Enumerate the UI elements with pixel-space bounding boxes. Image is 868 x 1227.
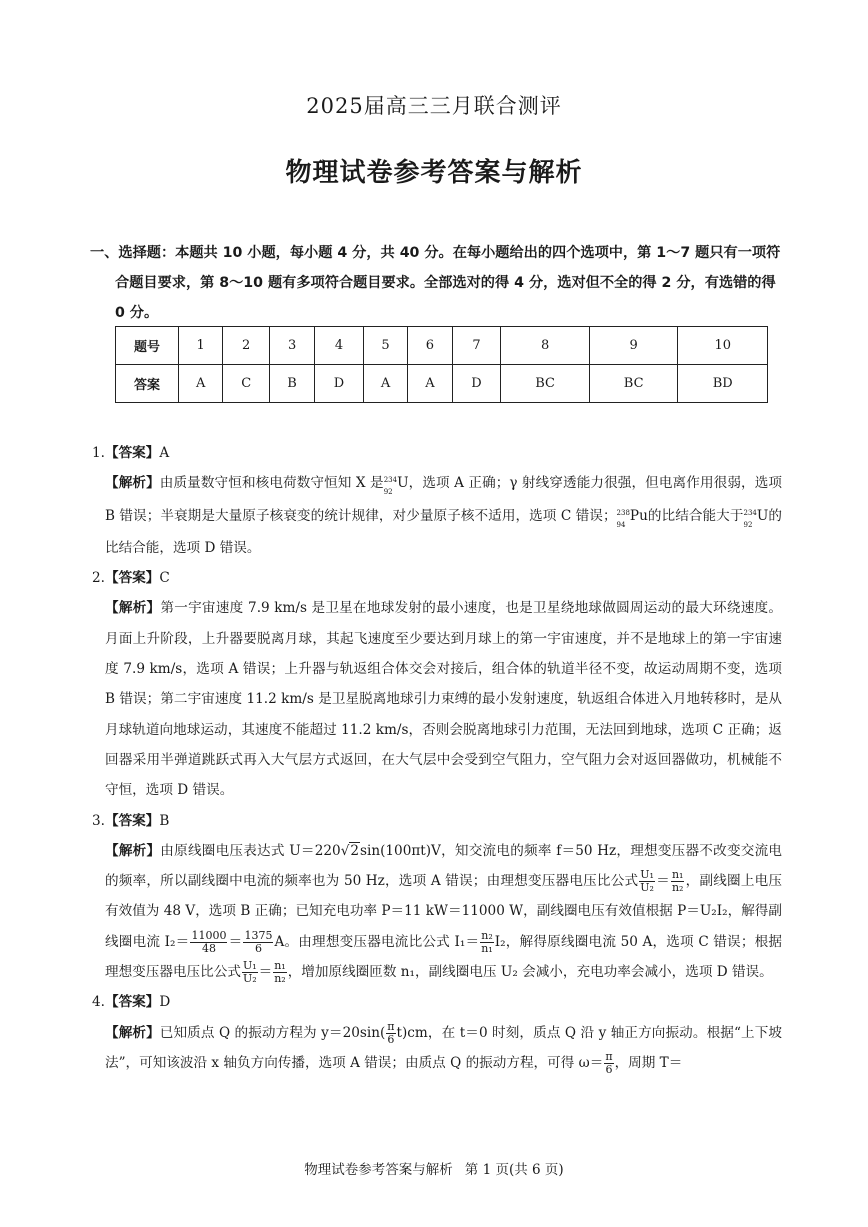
table-cell-number: 6 [408, 327, 452, 365]
q4-number: 4. [92, 994, 105, 1011]
q2-answer-value: C [159, 570, 170, 587]
fraction-numerator: n₁ [274, 959, 286, 973]
table-cell-answer: C [223, 365, 270, 403]
fraction-denominator: U₂ [640, 881, 654, 895]
fraction-denominator: n₂ [274, 972, 286, 986]
table-header-number: 题号 [116, 327, 179, 365]
fraction-denominator: 6 [387, 1032, 395, 1046]
q4-text-2: t)cm，在 t＝0 时刻，质点 Q 沿 y 轴正方向振动。根据“上下坡法”，可知该波沿 x 轴负方向传播，选项 A 错误；由质点 Q 的振动方程，可得 ω＝ [105, 1024, 782, 1071]
q1-analysis [92, 468, 782, 563]
q3-number: 3. [92, 812, 105, 829]
isotope-symbol: Pu [629, 507, 648, 524]
answer-table-row-answers [116, 365, 768, 403]
table-cell-answer: A [408, 365, 452, 403]
fraction-numerator: π [387, 1019, 395, 1033]
section-instructions-rest: 合题目要求，第 8～10 题有多项符合题目要求。全部选对的得 4 分，选对但不全的得 2 分，有选错的得 0 分。 [115, 275, 776, 321]
q1-isotope-pu238 [617, 501, 648, 533]
table-cell-answer: BD [678, 365, 768, 403]
fraction-numerator: U₁ [242, 959, 257, 973]
isotope-mass: 234 [383, 476, 398, 485]
isotope-symbol: U [756, 507, 769, 524]
q1-analysis-label: 【解析】 [105, 475, 160, 492]
q3-text-2: sin(100πt)V，知交流电的频率 f＝50 Hz，理想变压器不改变交流电的频率，所以副线圈中电流的频率也为 50 Hz，选项 A 错误；由理想变压器电压比公式 [105, 842, 782, 890]
q3-text-1: 由原线圈电压表达式 U＝220 [160, 842, 341, 859]
page-footer [0, 1158, 868, 1178]
table-cell-number: 2 [223, 327, 270, 365]
q1-isotope-u234 [384, 468, 409, 500]
fraction-u1-u2 [639, 869, 655, 894]
answer-table [115, 326, 768, 403]
q3-text-4: A。由理想变压器电流比公式 I₁＝ [274, 933, 480, 950]
table-cell-answer: D [452, 365, 501, 403]
fraction-1375-6 [243, 930, 273, 955]
table-cell-number: 7 [452, 327, 501, 365]
table-cell-number: 3 [270, 327, 315, 365]
fraction-numerator: π [605, 1049, 613, 1063]
answer-table-row-numbers [116, 327, 768, 365]
q4-answer-heading [92, 987, 782, 1017]
q1-text-4: 的比结合能，选项 D 错误。 [105, 507, 783, 556]
q3-text-6: ，增加原线圈匝数 n₁，副线圈电压 U₂ 会减小，充电功率会减小，选项 D 错误。 [287, 964, 773, 981]
fraction-denominator: n₂ [671, 881, 684, 895]
q3-answer-heading [92, 806, 782, 836]
sqrt-radicand: 2 [350, 842, 360, 859]
q1-text-2: ，选项 A 正确；γ 射线穿透能力很强，但电离作用很弱，选项 B 错误；半衰期是大量原子核衰变的统计规律，对少量原子核不适用，选项 C 错误； [105, 475, 783, 524]
fraction-pi-6 [386, 1021, 395, 1046]
fraction-denominator: 48 [201, 941, 216, 955]
fraction-pi-6-b [604, 1051, 613, 1076]
table-cell-answer: D [315, 365, 364, 403]
fraction-numerator: 1375 [244, 928, 273, 942]
isotope-mass: 234 [743, 508, 757, 517]
fraction-denominator: U₂ [242, 972, 257, 986]
q3-text-3: ，副线圈上电压有效值为 48 V，选项 B 正确；已知充电功率 P＝11 kW＝11000 W，副线圈电压有效值根据 P＝U₂I₂，解得副线圈电流 I₂＝ [105, 873, 783, 950]
q2-analysis-label: 【解析】 [105, 600, 161, 617]
document-title: 物理试卷参考答案与解析 [285, 158, 583, 188]
equals-sign: ＝ [655, 873, 670, 890]
fraction-n1-n2 [671, 869, 685, 894]
table-cell-answer: B [270, 365, 315, 403]
table-cell-answer: BC [589, 365, 678, 403]
q1-isotope-u234-b [744, 501, 769, 533]
fraction-numerator: n₁ [671, 868, 684, 882]
table-cell-number: 5 [363, 327, 407, 365]
q3-analysis [92, 836, 782, 987]
q4-analysis [92, 1018, 782, 1079]
q3-analysis-label: 【解析】 [105, 842, 161, 859]
q1-text-1: 由质量数守恒和核电荷数守恒知 X 是 [159, 475, 384, 492]
q4-text-1: 已知质点 Q 的振动方程为 y＝20sin( [159, 1024, 386, 1041]
isotope-symbol: U [397, 475, 409, 492]
fraction-numerator: U₁ [640, 868, 654, 882]
table-cell-answer: BC [501, 365, 590, 403]
fraction-11000-48 [190, 930, 227, 955]
section-instructions-line1: 一、选择题：本题共 10 小题，每小题 4 分，共 40 分。在每小题给出的四个选项中，第 1～7 题只有一项符 [90, 245, 781, 261]
table-cell-number: 8 [501, 327, 590, 365]
isotope-charge: 94 [616, 520, 626, 529]
fraction-denominator: 6 [605, 1062, 613, 1076]
table-cell-number: 1 [179, 327, 223, 365]
answers-body [92, 438, 782, 1078]
table-cell-answer: A [179, 365, 223, 403]
table-cell-number: 10 [678, 327, 768, 365]
equals-sign: ＝ [228, 933, 243, 950]
q2-text: 第一宇宙速度 7.9 km/s 是卫星在地球发射的最小速度，也是卫星绕地球做圆周运动的最大环绕速度。月面上升阶段，上升器要脱离月球，其起飞速度至少要达到月球上的第一宇宙速度，并不是地球上的第一宇宙速度 7.9 km/s，选项 A 错误；上升器与轨返组合体交会对接后，组合体的轨道半径不变，故运动周期不变，选项 B 错误；第二宇宙速度 11.2 km/s 是卫星脱离地球引力束缚的最小发射速度，轨返组合体进入月地转移时，是从月球轨道向地球运动，其速度不能超过 11.2 km/s，否则会脱离地球引力范围，无法回到地球，选项 C 正确；返回器采用半弹道跳跃式再入大气层方式返回，在大气层中会受到空气阻力，空气阻力会对返回器做功，机械能不守恒，选项 D 错误。 [105, 600, 783, 799]
isotope-charge: 92 [383, 488, 393, 497]
q4-analysis-label: 【解析】 [105, 1024, 160, 1041]
fraction-n2-n1 [480, 930, 494, 955]
fraction-denominator: 6 [254, 941, 262, 955]
fraction-numerator: 11000 [191, 928, 227, 942]
table-cell-answer: A [363, 365, 407, 403]
q2-number: 2. [92, 570, 105, 587]
q1-number: 1. [92, 445, 105, 461]
exam-title: 2025届高三三月联合测评 [306, 94, 562, 118]
table-cell-number: 4 [315, 327, 364, 365]
isotope-charge: 92 [743, 520, 753, 529]
q4-answer-value: D [159, 994, 171, 1011]
q3-answer-value: B [159, 812, 170, 829]
q2-analysis [92, 593, 782, 805]
footer-page-number: 第 1 页(共 6 页) [464, 1162, 564, 1178]
fraction-denominator: n₁ [481, 941, 493, 955]
sqrt-symbol: √2 [340, 842, 360, 859]
q2-answer-label: 【答案】 [104, 570, 160, 587]
q4-answer-label: 【答案】 [104, 994, 160, 1011]
table-cell-number: 9 [589, 327, 678, 365]
section-instructions [90, 238, 780, 328]
isotope-mass: 238 [616, 508, 630, 517]
table-header-answer: 答案 [116, 365, 179, 403]
q3-answer-label: 【答案】 [104, 812, 160, 829]
q1-answer-label: 【答案】 [104, 445, 160, 461]
q2-answer-heading [92, 563, 782, 593]
q1-answer-value: A [159, 445, 170, 461]
q1-text-3: 的比结合能大于 [647, 507, 744, 524]
equals-sign: ＝ [258, 964, 273, 981]
fraction-u1-u2-b [242, 960, 258, 985]
q3-text-5: I₂，解得原线圈电流 50 A，选项 C 错误；根据理想变压器电压比公式 [105, 933, 783, 981]
fraction-numerator: n₂ [481, 928, 493, 942]
fraction-n1-n2-b [273, 960, 287, 985]
q4-text-3: ，周期 T＝ [614, 1054, 683, 1071]
q1-answer-heading [92, 438, 782, 468]
footer-doc-title: 物理试卷参考答案与解析 [304, 1162, 453, 1178]
